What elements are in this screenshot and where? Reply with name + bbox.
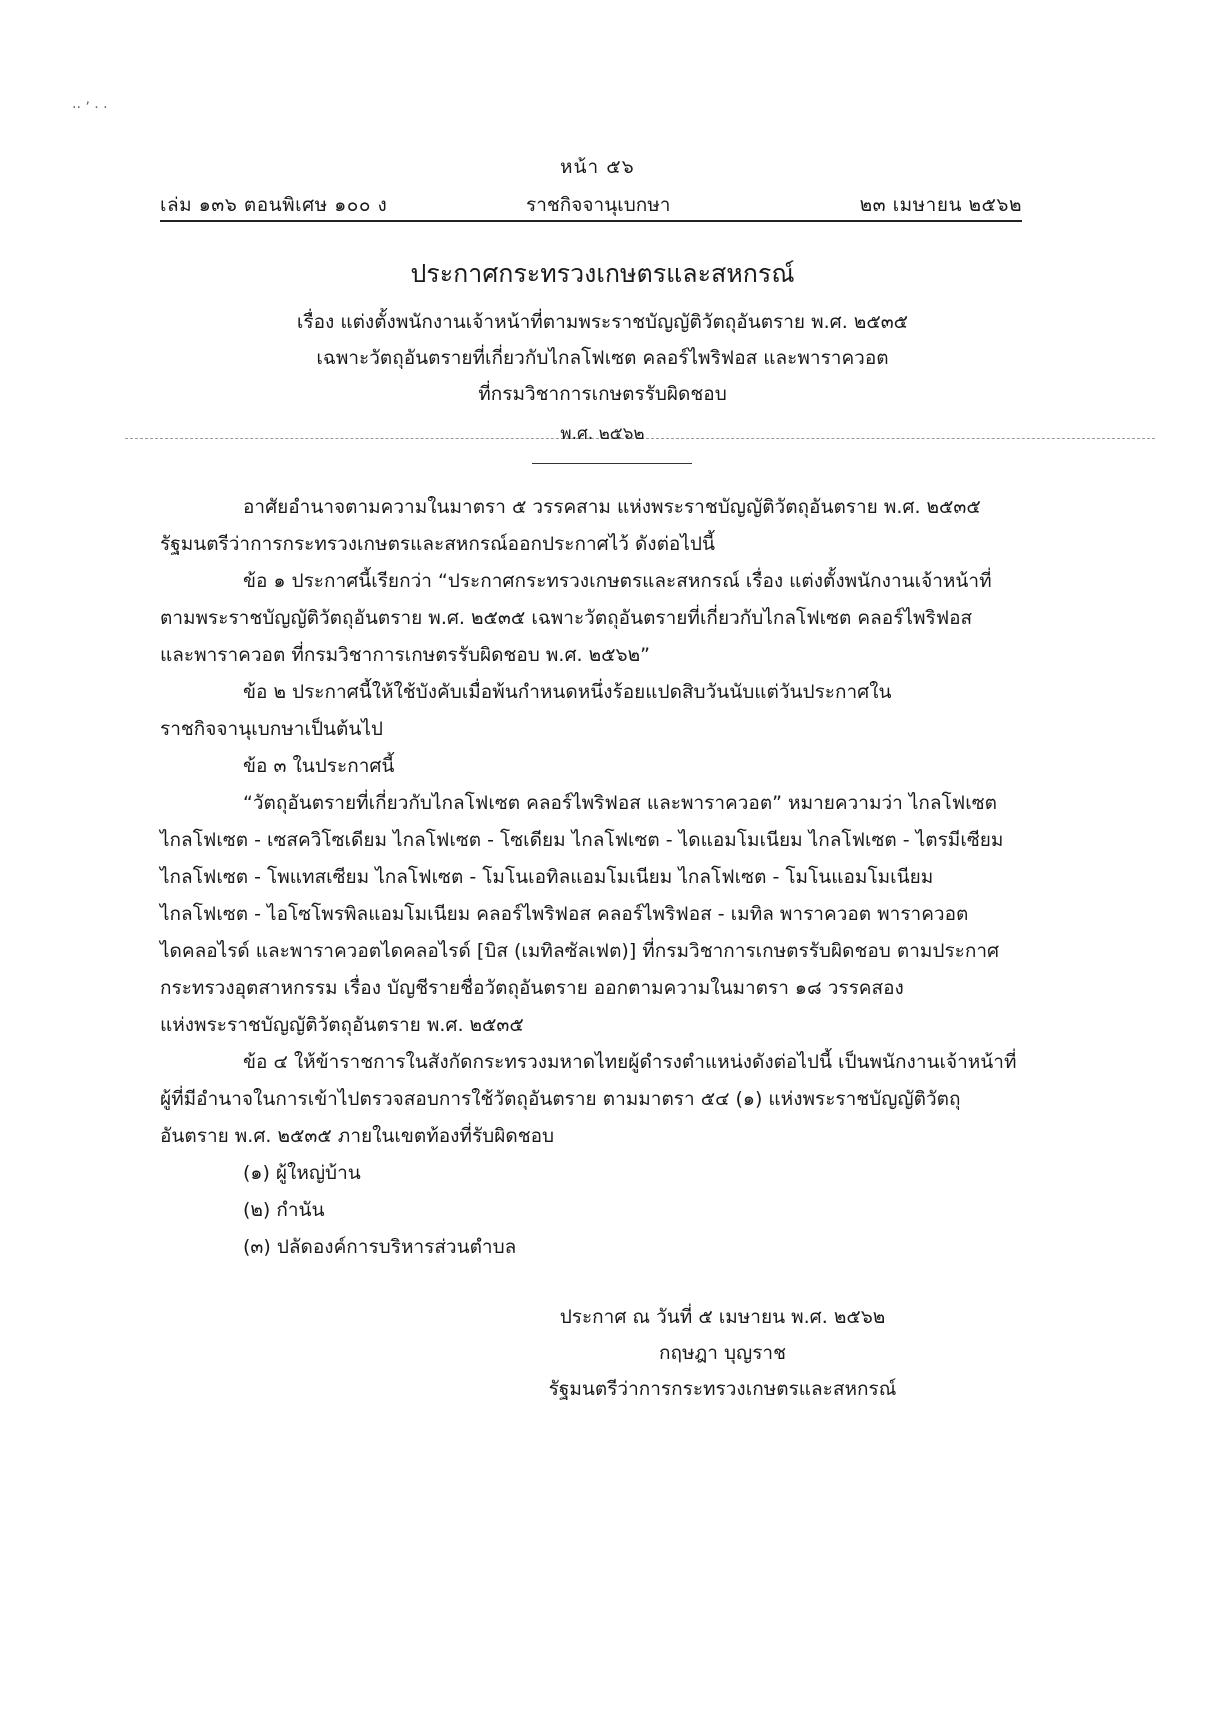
body-line: ข้อ ๔ ให้ข้าราชการในสังกัดกระทรวงมหาดไทยผู้ดำรงตำแหน่งดังต่อไปนี้ เป็นพนักงานเจ้าหน้าที่ <box>243 1051 1017 1073</box>
body-line: ข้อ ๑ ประกาศนี้เรียกว่า “ประกาศกระทรวงเกษตรและสหกรณ์ เรื่อง แต่งตั้งพนักงานเจ้าหน้าที่ <box>243 570 992 592</box>
body-line: “วัตถุอันตรายที่เกี่ยวกับไกลโฟเซต คลอร์ไพริฟอส และพาราควอต” หมายความว่า ไกลโฟเซต <box>243 792 997 814</box>
signatory-name: กฤษฎา บุญราช <box>658 1342 787 1364</box>
body-line: ข้อ ๓ ในประกาศนี้ <box>243 755 395 777</box>
scan-artifact: ·· ’ · · <box>72 100 108 116</box>
body-line: ไกลโฟเซต - โพแทสเซียม ไกลโฟเซต - โมโนเอทิลแอมโมเนียม ไกลโฟเซต - โมโนแอมโมเนียม <box>160 866 934 888</box>
list-item: (๑) ผู้ใหญ่บ้าน <box>243 1162 361 1184</box>
announcement-year: พ.ศ. ๒๕๖๒ <box>560 424 645 444</box>
body-line: ตามพระราชบัญญัติวัตถุอันตราย พ.ศ. ๒๕๓๕ เฉพาะวัตถุอันตรายที่เกี่ยวกับไกลโฟเซต คลอร์ไพริฟอส <box>160 607 973 629</box>
body-line: ไกลโฟเซต - ไอโซโพรพิลแอมโมเนียม คลอร์ไพริฟอส คลอร์ไพริฟอส - เมทิล พาราควอต พาราควอต <box>160 903 969 925</box>
announcement-title: ประกาศกระทรวงเกษตรและสหกรณ์ <box>410 259 795 288</box>
body-line: ราชกิจจานุเบกษาเป็นต้นไป <box>160 718 383 740</box>
header-rule <box>160 220 1022 222</box>
subject-line: เรื่อง แต่งตั้งพนักงานเจ้าหน้าที่ตามพระราชบัญญัติวัตถุอันตราย พ.ศ. ๒๕๓๕ <box>296 311 909 333</box>
body-line: รัฐมนตรีว่าการกระทรวงเกษตรและสหกรณ์ออกประกาศไว้ ดังต่อไปนี้ <box>160 533 715 555</box>
gazette-name: ราชกิจจานุเบกษา <box>526 194 671 216</box>
body-line: ข้อ ๒ ประกาศนี้ให้ใช้บังคับเมื่อพ้นกำหนดหนึ่งร้อยแปดสิบวันนับแต่วันประกาศใน <box>243 681 892 703</box>
body-line: ผู้ที่มีอำนาจในการเข้าไปตรวจสอบการใช้วัตถุอันตราย ตามมาตรา ๕๔ (๑) แห่งพระราชบัญญัติวัตถุ <box>160 1088 961 1110</box>
volume-issue: เล่ม ๑๓๖ ตอนพิเศษ ๑๐๐ ง <box>160 194 388 216</box>
list-item: (๒) กำนัน <box>243 1199 325 1221</box>
body-line: อันตราย พ.ศ. ๒๕๓๕ ภายในเขตท้องที่รับผิดชอบ <box>160 1125 555 1147</box>
title-underline <box>532 463 692 464</box>
page-number: หน้า ๕๖ <box>560 156 635 178</box>
body-line: อาศัยอำนาจตามความในมาตรา ๕ วรรคสาม แห่งพระราชบัญญัติวัตถุอันตราย พ.ศ. ๒๕๓๕ <box>243 496 981 518</box>
subject-line: เฉพาะวัตถุอันตรายที่เกี่ยวกับไกลโฟเซต คลอร์ไพริฟอส และพาราควอต <box>316 347 889 369</box>
body-line: กระทรวงอุตสาหกรรม เรื่อง บัญชีรายชื่อวัตถุอันตราย ออกตามความในมาตรา ๑๘ วรรคสอง <box>160 977 904 999</box>
gazette-header <box>160 190 1022 218</box>
signature-date: ประกาศ ณ วันที่ ๕ เมษายน พ.ศ. ๒๕๖๒ <box>559 1306 886 1328</box>
body-line: ไกลโฟเซต - เซสควิโซเดียม ไกลโฟเซต - โซเดียม ไกลโฟเซต - ไดแอมโมเนียม ไกลโฟเซต - ไตรมีเซียม <box>160 829 1004 851</box>
list-item: (๓) ปลัดองค์การบริหารส่วนตำบล <box>243 1236 517 1258</box>
body-line: ไดคลอไรด์ และพาราควอตไดคลอไรด์ [บิส (เมทิลซัลเฟต)] ที่กรมวิชาการเกษตรรับผิดชอบ ตามประกาศ <box>160 940 1000 962</box>
publication-date: ๒๓ เมษายน ๒๕๖๒ <box>859 194 1022 216</box>
body-line: และพาราควอต ที่กรมวิชาการเกษตรรับผิดชอบ พ.ศ. ๒๕๖๒” <box>160 644 650 666</box>
signatory-position: รัฐมนตรีว่าการกระทรวงเกษตรและสหกรณ์ <box>548 1378 897 1400</box>
body-line: แห่งพระราชบัญญัติวัตถุอันตราย พ.ศ. ๒๕๓๕ <box>160 1014 524 1036</box>
subject-line: ที่กรมวิชาการเกษตรรับผิดชอบ <box>478 383 727 405</box>
